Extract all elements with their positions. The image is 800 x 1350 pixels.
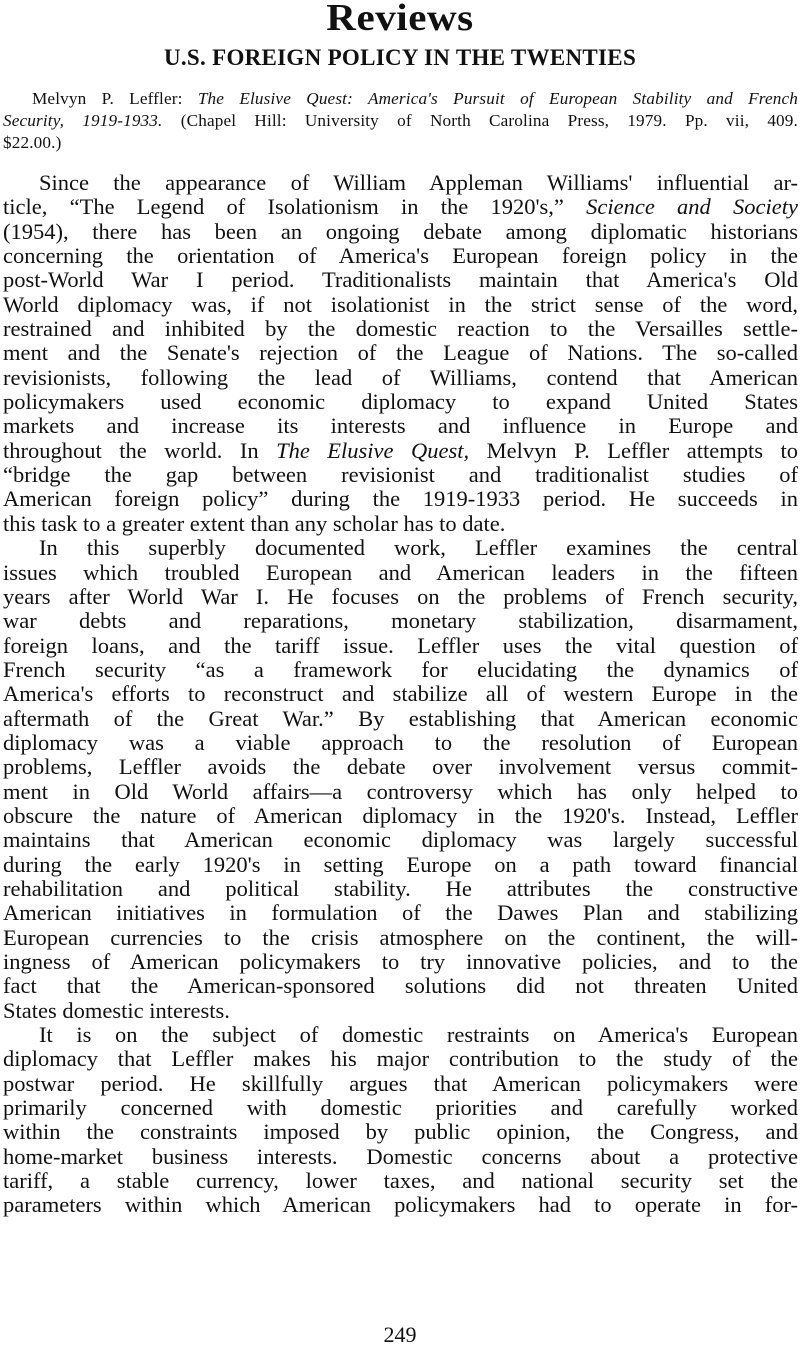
body-line: concerning the orientation of America's European foreign policy in the: [3, 243, 798, 269]
body-line: years after World War I. He focuses on the problems of French security,: [3, 583, 798, 609]
citation-author: Melvyn P. Leffler:: [32, 89, 198, 108]
body-line: diplomacy that Leffler makes his major contribution to the study of the: [3, 1046, 798, 1072]
body-line: parameters within which American policymakers had to operate in for-: [3, 1192, 798, 1218]
body-line: [3, 439, 798, 463]
body-line: home-market business interests. Domestic concerns about a protective: [3, 1143, 798, 1169]
review-title: U.S. FOREIGN POLICY IN THE TWENTIES: [163, 45, 637, 70]
page-number: 249: [383, 1322, 417, 1347]
body-line: problems, Leffler avoids the debate over involvement versus commit-: [3, 754, 798, 780]
section-title: Reviews: [326, 0, 474, 39]
body-text-segment: Melvyn P. Leffler attempts to: [469, 437, 799, 463]
italic-title: The Elusive Quest,: [276, 437, 470, 463]
body-line: during the early 1920's in setting Europe on a path toward financial: [3, 851, 798, 877]
review-body: [3, 171, 798, 1218]
body-line: within the constraints imposed by public opinion, the Congress, and: [3, 1119, 798, 1145]
citation-line-1: [3, 88, 798, 110]
body-line: ingness of American policymakers to try innovative policies, and to the: [3, 949, 798, 974]
italic-title: Science and Society: [586, 194, 798, 220]
body-line: Since the appearance of William Appleman Williams' influential ar-: [39, 170, 798, 195]
body-line: this task to a greater extent than any scholar has to date.: [3, 510, 506, 536]
body-line: postwar period. He skillfully argues that American policymakers were: [3, 1070, 798, 1096]
body-line: [3, 195, 798, 219]
citation-price: $22.00.): [3, 133, 62, 152]
citation-book-title: The Elusive Quest: America's Pursuit of European Stability and French: [197, 89, 799, 108]
body-line: States domestic interests.: [3, 997, 230, 1023]
body-text-segment: throughout the world. In: [3, 437, 277, 463]
body-line: “bridge the gap between revisionist and traditionalist studies of: [3, 462, 798, 488]
body-line: maintains that American economic diplomacy was largely successful: [3, 827, 798, 853]
body-line: (1954), there has been an ongoing debate among diplomatic historians: [3, 218, 798, 244]
body-line: America's efforts to reconstruct and stabilize all of western Europe in the: [3, 681, 798, 707]
body-line: obscure the nature of American diplomacy in the 1920's. Instead, Leffler: [3, 802, 798, 828]
body-line: restrained and inhibited by the domestic reaction to the Versailles settle-: [3, 316, 798, 342]
body-line: World diplomacy was, if not isolationist in the strict sense of the word,: [3, 291, 798, 317]
body-line: revisionists, following the lead of Williams, contend that American: [3, 364, 798, 390]
body-line: issues which troubled European and American leaders in the fifteen: [3, 559, 798, 585]
citation-line-2: [3, 110, 798, 132]
citation-book-subtitle: Security, 1919-1933.: [3, 111, 163, 130]
book-citation: [3, 88, 798, 154]
body-line: French security “as a framework for elucidating the dynamics of: [3, 656, 798, 682]
body-line: tariff, a stable currency, lower taxes, and national security set the: [3, 1168, 798, 1194]
body-line: war debts and reparations, monetary stabilization, disarmament,: [3, 608, 798, 634]
body-line: rehabilitation and political stability. He attributes the constructive: [3, 875, 798, 901]
body-line: fact that the American-sponsored solutions did not threaten United: [3, 973, 798, 999]
body-line: foreign loans, and the tariff issue. Leffler uses the vital question of: [3, 632, 798, 658]
body-line: American foreign policy” during the 1919-1933 period. He succeeds in: [3, 486, 798, 512]
body-line: It is on the subject of domestic restraints on America's European: [39, 1022, 798, 1048]
body-line: European currencies to the crisis atmosphere on the continent, the will-: [3, 924, 798, 950]
body-line: markets and increase its interests and influence in Europe and: [3, 413, 798, 439]
body-line: ment and the Senate's rejection of the League of Nations. The so-called: [3, 340, 798, 366]
body-line: post-World War I period. Traditionalists maintain that America's Old: [3, 267, 798, 293]
body-text-segment: ticle, “The Legend of Isolationism in the 1920's,”: [3, 194, 587, 220]
body-line: In this superbly documented work, Leffler examines the central: [39, 535, 798, 561]
body-line: ment in Old World affairs—a controversy which has only helped to: [3, 778, 798, 804]
body-line: primarily concerned with domestic priorities and carefully worked: [3, 1095, 798, 1121]
body-line: diplomacy was a viable approach to the resolution of European: [3, 729, 798, 755]
body-line: American initiatives in formulation of the Dawes Plan and stabilizing: [3, 900, 798, 926]
body-line: aftermath of the Great War.” By establishing that American economic: [3, 705, 798, 731]
citation-publisher: (Chapel Hill: University of North Carolina Press, 1979. Pp. vii, 409.: [162, 111, 798, 130]
body-line: policymakers used economic diplomacy to expand United States: [3, 389, 798, 415]
